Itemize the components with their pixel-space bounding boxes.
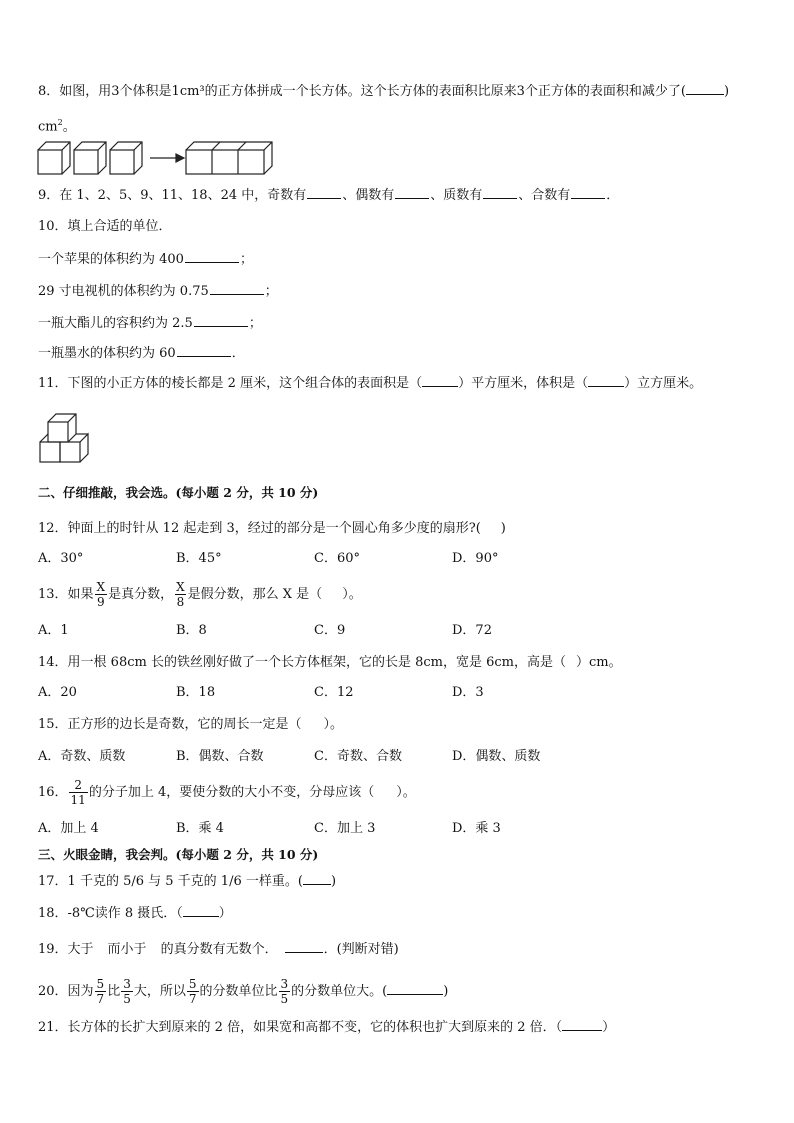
q9-composite-blank[interactable] bbox=[571, 186, 605, 199]
q12-options bbox=[38, 550, 738, 568]
question-10-title: 10．填上合适的单位． bbox=[38, 219, 172, 234]
q9-odd-blank[interactable] bbox=[307, 186, 341, 199]
q11-cubes-figure bbox=[38, 412, 94, 464]
q16-option-c[interactable]: C．加上 3 bbox=[314, 821, 376, 836]
q10-item-1: 一个苹果的体积约为 400 ； bbox=[38, 252, 253, 267]
question-16: 16． $\frac{2}{11}$ 的分子加上 4，要使分数的大小不变，分母应该（ ）。 bbox=[38, 778, 416, 807]
q8-answer-blank[interactable] bbox=[686, 82, 724, 95]
q10-item-2: 29 寸电视机的体积约为 0.75 ； bbox=[38, 284, 278, 299]
section-3-heading: 三、火眼金睛，我会判。(每小题 2 分，共 10 分) bbox=[38, 847, 319, 862]
question-11: 11．下图的小正方体的棱长都是 2 厘米，这个组合体的表面积是（ ）平方厘米，体积是（ ）立方厘米。 bbox=[38, 376, 703, 391]
q15-option-d[interactable]: D．偶数、质数 bbox=[452, 749, 541, 764]
q13-fraction-x-9: $\frac{X}{9}$ bbox=[96, 580, 106, 609]
question-14: 14．用一根 68cm 长的铁丝刚好做了一个长方体框架，它的长是 8cm，宽是 6cm，高是（ ）cm。 bbox=[38, 655, 622, 670]
q17-answer-blank[interactable] bbox=[303, 872, 331, 885]
q13-option-d[interactable]: D．72 bbox=[452, 623, 492, 638]
q15-option-a[interactable]: A．奇数、质数 bbox=[38, 749, 126, 764]
q11-area-blank[interactable] bbox=[422, 374, 458, 387]
q18-answer-blank[interactable] bbox=[183, 904, 219, 917]
section-2-heading: 二、仔细推敲，我会选。(每小题 2 分，共 10 分) bbox=[38, 485, 319, 500]
question-12: 12．钟面上的时针从 12 起走到 3，经过的部分是一个圆心角多少度的扇形?( ) bbox=[38, 521, 506, 536]
q10-item-3: 一瓶大酯儿的容积约为 2.5 ； bbox=[38, 316, 262, 331]
q10-blank-4[interactable] bbox=[177, 344, 231, 357]
q20-fraction-3-5-b: $\frac{3}{5}$ bbox=[280, 977, 289, 1006]
q10-blank-2[interactable] bbox=[210, 282, 264, 295]
q10-item-4: 一瓶墨水的体积约为 60 ． bbox=[38, 346, 245, 361]
q13-fraction-x-8: $\frac{X}{8}$ bbox=[176, 580, 185, 609]
q12-option-b[interactable]: B．45° bbox=[176, 551, 222, 566]
q8-cubes-figure bbox=[36, 140, 276, 176]
q15-options bbox=[38, 748, 738, 766]
q14-option-a[interactable]: A．20 bbox=[38, 685, 77, 700]
question-13: 13．如果 $\frac{X}{9}$ 是真分数， $\frac{X}{8}$ 是假分数，那么 X 是（ ）。 bbox=[38, 580, 362, 609]
q14-options bbox=[38, 684, 738, 702]
q16-fraction-2-11: $\frac{2}{11}$ bbox=[70, 778, 86, 807]
q10-blank-3[interactable] bbox=[194, 314, 248, 327]
question-17: 17．1 千克的 5/6 与 5 千克的 1/6 一样重。( ) bbox=[38, 874, 337, 889]
q14-option-d[interactable]: D．3 bbox=[452, 685, 484, 700]
q16-option-d[interactable]: D．乘 3 bbox=[452, 821, 501, 836]
q11-volume-blank[interactable] bbox=[588, 374, 624, 387]
question-15: 15．正方形的边长是奇数，它的周长一定是（ ）。 bbox=[38, 717, 344, 732]
q9-even-blank[interactable] bbox=[395, 186, 429, 199]
question-9: 9．在 1、2、5、9、11、18、24 中，奇数有 、偶数有 、质数有 、合数有 ． bbox=[38, 188, 620, 203]
q16-option-b[interactable]: B．乘 4 bbox=[176, 821, 224, 836]
question-21: 21．长方体的长扩大到原来的 2 倍，如果宽和高都不变，它的体积也扩大到原来的 2 倍．（ ） bbox=[38, 1020, 616, 1035]
q13-options bbox=[38, 622, 738, 640]
question-8: 8．如图，用3个体积是1cm³的正方体拼成一个长方体。这个长方体的表面积比原来3个正方体的表面积和减少了( ) bbox=[38, 84, 730, 99]
q20-fraction-3-5: $\frac{3}{5}$ bbox=[123, 977, 131, 1006]
q14-option-b[interactable]: B．18 bbox=[176, 685, 216, 700]
question-20: 20．因为 $\frac{5}{7}$ 比 $\frac{3}{5}$ 大，所以 $\frac{5}{7}$ 的分数单位比 $\frac{3}{5}$ 的分数单位大。( ) bbox=[38, 977, 449, 1006]
question-18: 18．-8℃读作 8 摄氏．（ ） bbox=[38, 906, 232, 921]
cube-3 bbox=[110, 142, 142, 174]
q13-option-b[interactable]: B．8 bbox=[176, 623, 207, 638]
cuboid bbox=[186, 142, 272, 174]
q14-option-c[interactable]: C．12 bbox=[314, 685, 354, 700]
q9-prime-blank[interactable] bbox=[483, 186, 517, 199]
q13-option-a[interactable]: A．1 bbox=[38, 623, 69, 638]
q12-option-d[interactable]: D．90° bbox=[452, 551, 499, 566]
q21-answer-blank[interactable] bbox=[562, 1018, 602, 1031]
q20-answer-blank[interactable] bbox=[387, 982, 443, 995]
q13-option-c[interactable]: C．9 bbox=[314, 623, 346, 638]
question-19: 19．大于 而小于 的真分数有无数个． ．(判断对错) bbox=[38, 942, 399, 957]
q10-blank-1[interactable] bbox=[185, 250, 239, 263]
q8-text: 8．如图，用3个体积是1cm³的正方体拼成一个长方体。这个长方体的表面积比原来3个正方体的表面积和减少了( bbox=[38, 84, 686, 99]
q16-option-a[interactable]: A．加上 4 bbox=[38, 821, 99, 836]
q15-option-b[interactable]: B．偶数、合数 bbox=[176, 749, 264, 764]
q15-option-c[interactable]: C．奇数、合数 bbox=[314, 749, 402, 764]
q16-options bbox=[38, 820, 738, 838]
q12-option-a[interactable]: A．30° bbox=[38, 551, 84, 566]
q12-option-c[interactable]: C．60° bbox=[314, 551, 360, 566]
q8-unit: $cm^2$。 bbox=[38, 118, 76, 135]
q20-fraction-5-7-b: $\frac{5}{7}$ bbox=[188, 977, 197, 1006]
cube-2 bbox=[74, 142, 106, 174]
arrow-icon bbox=[150, 154, 184, 162]
q20-fraction-5-7: $\frac{5}{7}$ bbox=[96, 977, 105, 1006]
cube-1 bbox=[38, 142, 70, 174]
q19-answer-blank[interactable] bbox=[285, 940, 323, 953]
